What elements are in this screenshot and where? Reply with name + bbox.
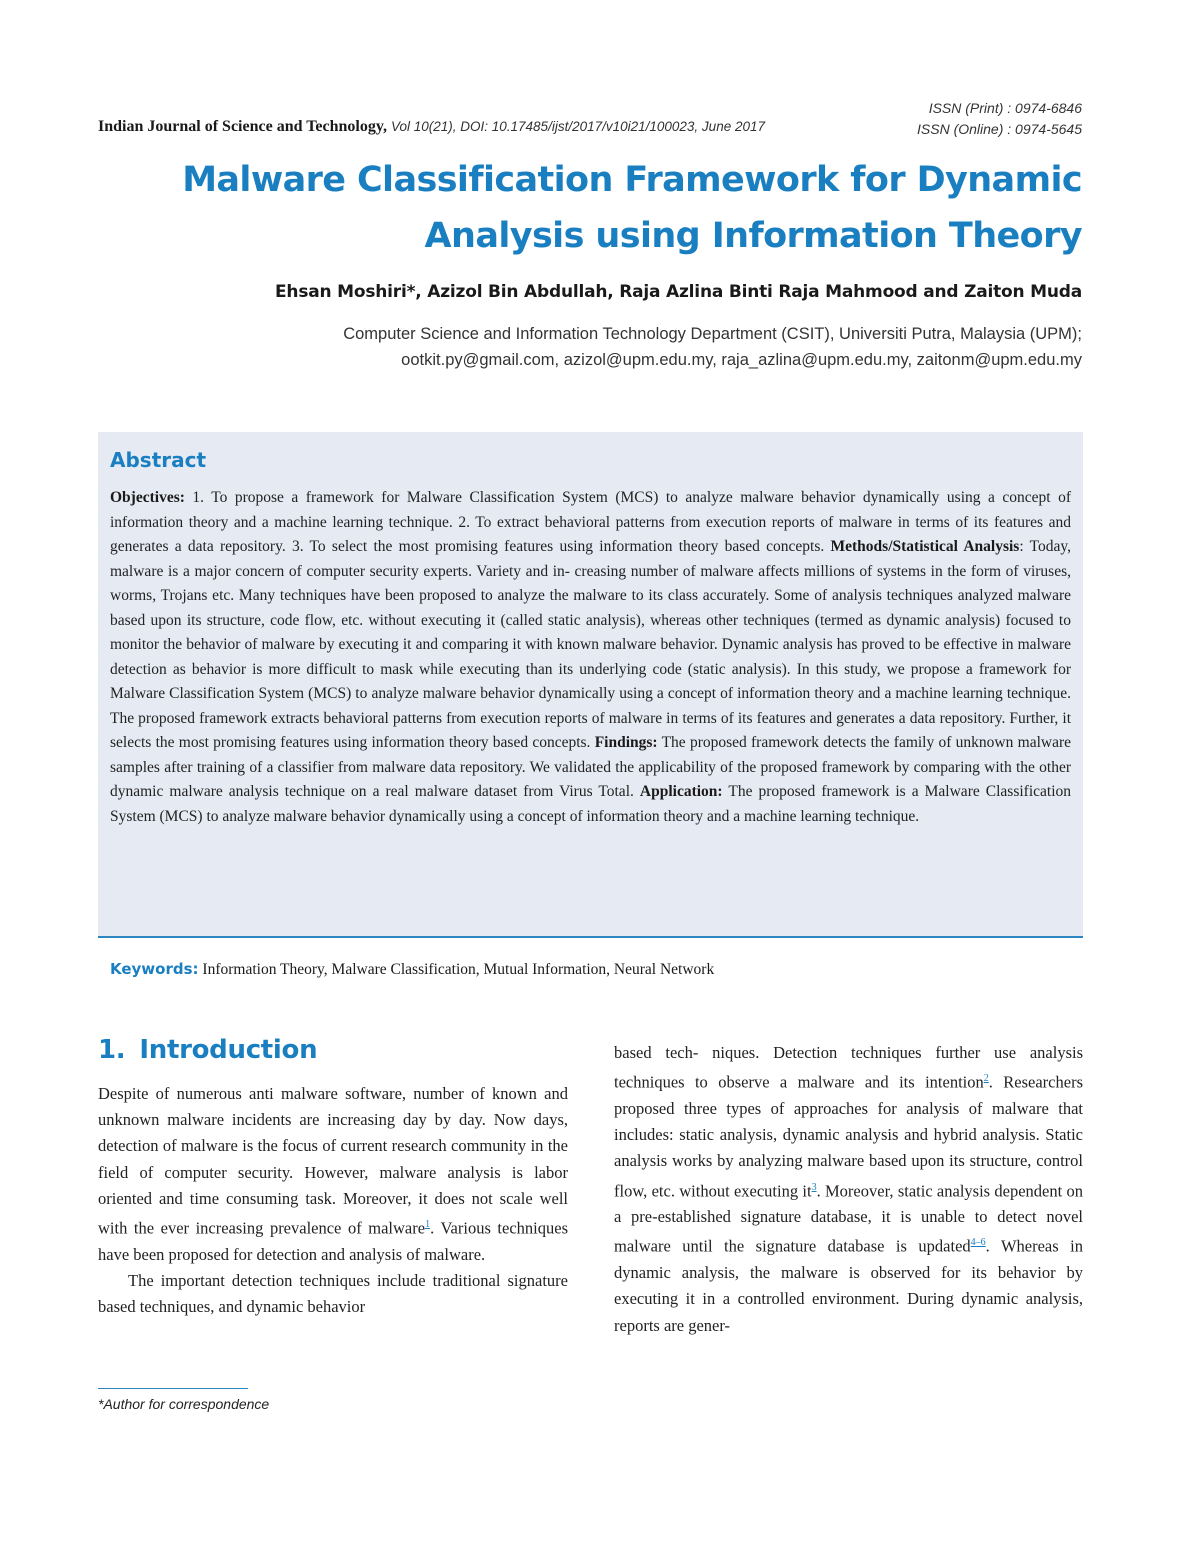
objectives-label: Objectives:: [110, 489, 185, 506]
issn-block: [917, 98, 1082, 140]
abstract-heading: Abstract: [110, 448, 207, 472]
abstract-text: [110, 486, 1071, 829]
citation-link[interactable]: 2: [983, 1073, 989, 1085]
methods-text: : Today, malware is a major concern of computer security experts. Variety and in- creasing number of malware affects millions of systems in the form of viruses, worms, Trojans etc. Many techniques have been proposed to analyze the malware to its class accurately. Some of analysis techniques analyzed malware based upon its structure, code flow, etc. without executing it (called static analysis), whereas other techniques (termed as dynamic analysis) focused to monitor the behavior of malware by executing it and comparing it with known malware behavior. Dynamic analysis has proved to be effective in malware detection as behavior is more difficult to mask while executing than its underlying code (static analysis). In this study, we propose a framework for Malware Classification System (MCS) to analyze malware behavior dynamically using a concept of information theory and a machine learning technique. The proposed framework extracts behavioral patterns from execution reports of malware in terms of its features and generates a data repository. Further, it selects the most promising features using information theory based concepts.: [110, 538, 1071, 751]
journal-meta: Vol 10(21), DOI: 10.17485/ijst/2017/v10i21/100023, June 2017: [390, 119, 765, 134]
author-emails: ootkit.py@gmail.com, azizol@upm.edu.my, raja_azlina@upm.edu.my, zaitonm@upm.edu.my: [401, 351, 1082, 369]
paper-title: [122, 152, 1082, 264]
title-line-1: Malware Classification Framework for Dynamic: [182, 160, 1082, 200]
section-heading-introduction: [98, 1035, 568, 1065]
citation-link[interactable]: 4–6: [970, 1237, 986, 1249]
intro-r-text-a: based tech- niques. Detection techniques further use analysis techniques to observe a malware and its intention: [614, 1043, 1083, 1092]
citation-link[interactable]: 3: [811, 1181, 817, 1193]
footnote-rule: [98, 1388, 248, 1389]
intro-r-text-b: . Researchers proposed three types of approaches for analysis of malware that includes: static analysis, dynamic analysis and hybrid analysis. Static analysis works by analyzing malware based upon its structure, control flow, etc. without executing it: [614, 1072, 1083, 1201]
intro-r-text-d: . Whereas in dynamic analysis, the malware is observed for its behavior by executing it in a controlled environment. During dynamic analysis, reports are gener-: [614, 1236, 1083, 1335]
intro-p1-text-cont: . Various techniques have been proposed for detection and analysis of malware.: [98, 1218, 568, 1264]
journal-name: Indian Journal of Science and Technology,: [98, 118, 387, 135]
abstract-box: [98, 432, 1083, 938]
author-list: Ehsan Moshiri*, Azizol Bin Abdullah, Raja Azlina Binti Raja Mahmood and Zaiton Muda: [275, 282, 1082, 302]
intro-paragraph-2-cont: [614, 1040, 1083, 1339]
intro-paragraph-2: The important detection techniques include traditional signature based techniques, and dynamic behavior: [98, 1270, 568, 1317]
right-column: [614, 1040, 1083, 1339]
methods-label: Methods/Statistical Analysis: [830, 538, 1020, 555]
affiliation: Computer Science and Information Technology Department (CSIT), Universiti Putra, Malaysia (UPM);: [343, 325, 1082, 343]
section-number: 1.: [98, 1035, 126, 1065]
application-text: The proposed framework is a Malware Classification System (MCS) to analyze malware behavior dynamically using a concept of information theory and a machine learning technique.: [110, 783, 1072, 825]
affiliation-block: [122, 321, 1082, 373]
intro-r-text-c: . Moreover, static analysis dependent on a pre-established signature database, it is unable to detect novel malware until the signature database is updated: [614, 1181, 1083, 1256]
keywords-label: Keywords:: [110, 960, 199, 978]
running-header: [98, 118, 765, 136]
issn-online: ISSN (Online) : 0974-5645: [917, 121, 1082, 137]
title-line-2: Analysis using Information Theory: [424, 216, 1082, 256]
footnote: *Author for correspondence: [98, 1396, 270, 1412]
issn-print: ISSN (Print) : 0974-6846: [928, 100, 1082, 116]
left-column: [98, 1035, 568, 1320]
section-title: Introduction: [139, 1035, 318, 1065]
keywords: [110, 960, 1080, 979]
objectives-text: 1. To propose a framework for Malware Classification System (MCS) to analyze malware behavior dynamically using a concept of information theory and a machine learning technique. 2. To extract behavioral patterns from execution reports of malware in terms of its features and generates a data repository. 3. To select the most promising features using information theory based concepts.: [110, 489, 1071, 555]
intro-paragraph-1: [98, 1081, 568, 1268]
application-label: Application:: [639, 783, 723, 800]
keywords-text: Information Theory, Malware Classification, Mutual Information, Neural Network: [198, 961, 715, 978]
citation-link[interactable]: 1: [425, 1219, 431, 1231]
findings-text: The proposed framework detects the family of unknown malware samples after training of a classifier from malware data repository. We validated the applicability of the proposed framework by comparing with the other dynamic malware analysis technique on a real malware dataset from Virus Total.: [110, 734, 1071, 800]
intro-p1-text: Despite of numerous anti malware software, number of known and unknown malware incidents are increasing day by day. Now days, detection of malware is the focus of current research community in the field of computer security. However, malware analysis is labor oriented and time consuming task. Moreover, it does not scale well with the ever increasing prevalence of malware: [98, 1084, 568, 1238]
findings-label: Findings:: [594, 734, 658, 751]
